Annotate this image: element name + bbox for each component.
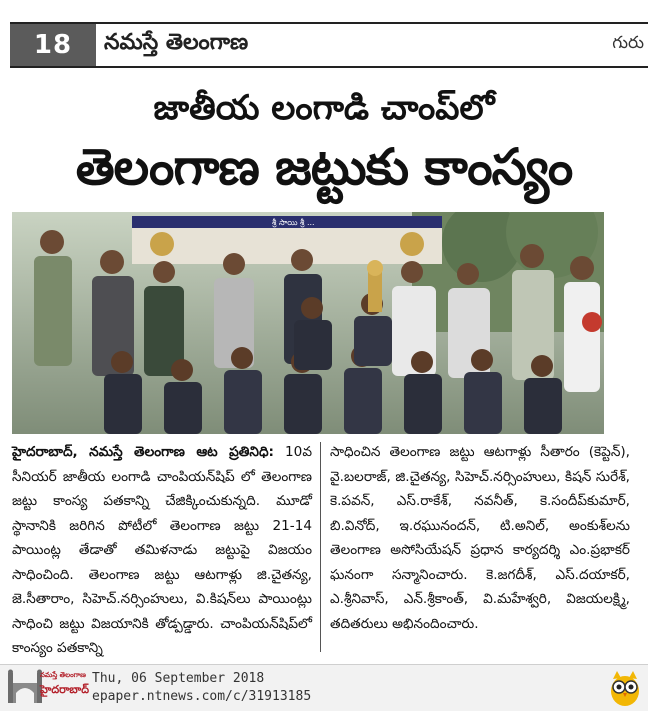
article-right-column bbox=[330, 440, 630, 636]
article-left-text: 10వ సీనియర్ జాతీయ లంగాడి చాంపియన్‌షిప్ లో తెలంగాణ జట్టు కాంస్య పతకాన్ని చేజిక్కించుకున్నది. మూడో స్థానానికి జరిగిన పోటీలో తెలంగాణ జట్టు 21-14 పాయింట్ల తేడాతో తమిళనాడు జట్టుపై విజయం సాధించింది. తెలంగాణ జట్టు ఆటగాళ్లు జి.చైతన్య, జె.సీతారాం, సిహెచ్.నర్సింహులు, వి.కిషన్‌లు పాయింట్లు సాధించి జట్టు విజయానికి తోడ్పడ్డారు. చాంపియన్‌షిప్‌లో కాంస్యం పతకాన్ని bbox=[12, 444, 312, 656]
page-header bbox=[10, 22, 648, 68]
headline-line-1: జాతీయ లంగాడి చాంప్‌లో bbox=[153, 88, 495, 128]
epaper-footer bbox=[0, 664, 648, 711]
header-day: గురు bbox=[612, 33, 644, 53]
footer-logo-city: హైదరాబాద్ bbox=[40, 683, 89, 696]
footer-url[interactable]: epaper.ntnews.com/c/31913185 bbox=[92, 689, 312, 704]
team-photo-illustration bbox=[12, 212, 604, 434]
team-photo bbox=[12, 212, 604, 434]
article-left-column bbox=[12, 440, 312, 661]
page-number: 18 bbox=[10, 24, 96, 66]
footer-date: Thu, 06 September 2018 bbox=[92, 671, 265, 686]
photo-banner-text: శ్రీ సాయి శ్రీ ... bbox=[272, 218, 315, 227]
article-right-text: సాధించిన తెలంగాణ జట్టు ఆటగాళ్లు సీతారం (కెప్టెన్), వై.బలరాజ్, జి.చైతన్య, సిహెచ్.నర్సింహులు, కిషన్ సురేశ్, కె.పవన్, ఎస్.రాకేశ్, నవనీత్, కె.సందీప్‌కుమార్, బి.వినోద్, ఇ.రఘునందన్, టి.అనిల్, అంకుశ్‌లను తెలంగాణ అసోసియేషన్ ప్రధాన కార్యదర్శి ఎం.ప్రభాకర్ ఘనంగా సన్మానించారు. కె.జగదీశ్, ఎస్.దయాకర్, ఎ.శ్రీనివాస్, ఎన్.శ్రీకాంత్, వి.మహేశ్వరి, విజయలక్ష్మి, తదితరులు అభినందించారు. bbox=[330, 444, 630, 632]
footer-logo-caption: నమస్తే తెలంగాణ bbox=[40, 671, 86, 679]
paper-name: నమస్తే తెలంగాణ bbox=[104, 30, 249, 55]
owl-icon[interactable] bbox=[608, 669, 642, 707]
article-dateline: హైదరాబాద్, నమస్తే తెలంగాణ ఆట ప్రతినిధి: bbox=[12, 444, 274, 460]
column-divider bbox=[320, 442, 321, 652]
headline-line-2: తెలంగాణ జట్టుకు కాంస్యం bbox=[75, 138, 573, 196]
